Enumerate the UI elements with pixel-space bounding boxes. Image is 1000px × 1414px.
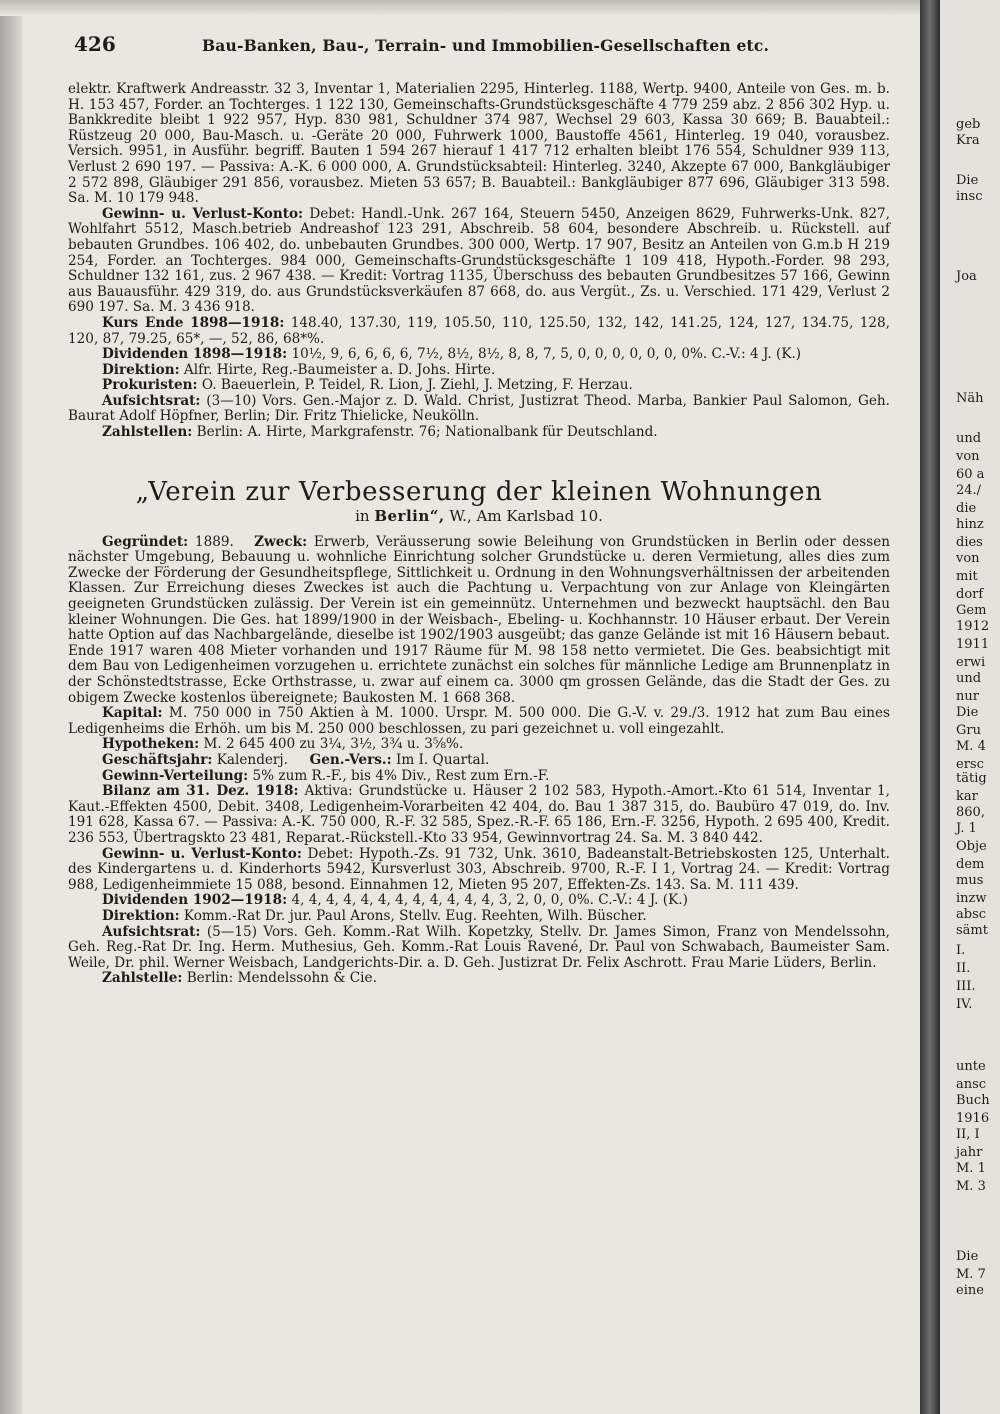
company-management [68, 909, 890, 925]
purpose-label: Zweck: [254, 533, 308, 550]
founding-and-purpose [68, 535, 890, 707]
company-supervisory-board-label: Aufsichtsrat: [102, 923, 201, 940]
supervisory-board [68, 394, 890, 425]
company-supervisory-board [68, 925, 890, 972]
adjacent-page-fragment: Die [956, 1249, 979, 1264]
adjacent-page-fragment: II. [956, 961, 971, 976]
adjacent-page-fragment: III. [956, 979, 976, 994]
capital [68, 706, 890, 737]
adjacent-page-fragment: inzw [956, 891, 987, 906]
previous-company-section [68, 82, 890, 441]
adjacent-page-fragment: tätig [956, 771, 987, 786]
purpose-text: Erwerb, Veräusserung sowie Beleihung von Grundstücken in Berlin oder dessen nächster Umgebung, Bebauung u. wohnliche Einrichtung solcher Grundstücke u. deren Vermietung, alles dies zum Zwecke der Förderung der Gesundheitspflege, Sittlichkeit u. Ordnung in den Wohnungsverhältnissen der arbeitenden Klassen. Zur Erreichung dieses Zweckes ist auch die Pachtung u. Verpachtung von zur Anlage von Kleingärten geeigneten Grundstücken zulässig. Der Verein ist ein gemeinnütz. Unternehmen und bezweckt hauptsächl. den Bau kleiner Wohnungen. Die Ges. hat 1899/1900 in der Weisbach-, Ebeling- u. Kochhannstr. 10 Häuser erbaut. Der Verein hatte Option auf das Nachbargelände, dieselbe ist 1902/1903 ausgeübt; das ganze Gelände ist mit 16 Häusern bebaut. Ende 1917 waren 408 Mieter vorhanden und 1917 Räume für M. 98 158 netto vermietet. Die Ges. beabsichtigt mit dem Bau von Ledigenheimen vorzugehen u. errichtete zunächst ein solches für männliche Ledige am Brunnenplatz in der Schönstedtstrasse, Ecke Orthstrasse, u. zwar auf einem ca. 3000 qm grossen Gelände, das die Stadt der Ges. zu obigem Zwecke kostenlos übereignete; Baukosten M. 1 668 368. [68, 533, 890, 706]
adjacent-page-fragment: dem [956, 857, 985, 872]
company-profit-loss-text: Debet: Hypoth.-Zs. 91 732, Unk. 3610, Badeanstalt-Betriebskosten 125, Unterhalt. des Kindergartens u. d. Kinderhorts 5942, Kursverlust 303, Abschreib. 9700, R.-F. I 1, Vortrag 24. — Kredit: Vortrag 988, Ledigenheimmiete 15 088, besond. Einnahmen 12, Mieten 95 207, Effekten-Zs. 143. Sa. M. 111 439. [68, 845, 890, 893]
adjacent-page-fragment: nur [956, 689, 979, 704]
paying-agents-label: Zahlstellen: [102, 424, 193, 441]
general-meeting-label: Gen.-Vers.: [309, 751, 392, 768]
adjacent-page-fragment: ansc [956, 1077, 987, 1092]
management-text: Alfr. Hirte, Reg.-Baumeister a. D. Johs. Hirte. [183, 361, 496, 378]
company-profit-loss-label: Gewinn- u. Verlust-Konto: [102, 845, 302, 862]
fiscal-year-and-meeting [68, 753, 890, 769]
authorized-officers [68, 378, 890, 394]
page-number: 426 [74, 32, 116, 56]
adjacent-page-fragment: M. 1 [956, 1161, 986, 1176]
price-label: Kurs Ende 1898—1918: [102, 314, 285, 331]
adjacent-page-fragment: M. 7 [956, 1267, 986, 1282]
profit-distribution-text: 5% zum R.-F., bis 4% Div., Rest zum Ern.-F. [252, 767, 550, 784]
subtitle-prefix: in [355, 506, 370, 525]
balance-sheet-text: Aktiva: Grundstücke u. Häuser 2 102 583, Hypoth.-Amort.-Kto 61 514, Inventar 1, Kaut.-Effekten 4500, Debit. 3408, Ledigenheim-Vorarbeiten 42 404, do. Bau 1 387 315, do. Baubüro 47 019, do. Inv. 191 628, Kassa 67. — Passiva: A.-K. 750 000, R.-F. 32 585, Spez.-R.-F. 65 186, Ern.-F. 3256, Hypoth. 2 695 400, Kredit. 236 553, Übertragskto 23 481, Reparat.-Rückstell.-Kto 33 954, Gewinnvortrag 24. Sa. M. 3 840 442. [68, 783, 890, 846]
adjacent-page-fragments [940, 0, 1000, 1414]
balance-continuation: elektr. Kraftwerk Andreasstr. 32 3, Inventar 1, Materialien 2295, Hinterleg. 1188, Wertp. 9400, Anteile von Ges. m. b. H. 153 457, Forder. an Tochterges. 1 122 130, Gemeinschafts-Grundstücksgeschäfte 4 779 259 abz. 2 856 302 Hyp. u. Bankkredite bleibt 1 922 957, Hyp. 830 981, Schuldner 374 987, Wechsel 29 603, Kassa 30 669; B. Bauabteil.: Rüstzeug 20 000, Bau-Masch. u. -Geräte 20 000, Fuhrwerk 1000, Baustoffe 4561, Hinterleg. 19 040, vorausbez. Versich. 9951, in Ausführ. begriff. Bauten 1 594 267 hierauf 1 417 712 erhalten bleibt 176 554, Schuldner 939 113, Verlust 2 690 197. — Passiva: A.-K. 6 000 000, A. Grundstücksabteil: Hinterleg. 3240, Akzepte 67 000, Bankgläubiger 2 572 898, Gläubiger 291 856, vorausbez. Mieten 53 657; B. Bauabteil.: Bankgläubiger 877 696, Gläubiger 313 598. Sa. M. 10 179 948. [68, 81, 890, 207]
adjacent-page-fragment: 24./ [956, 483, 982, 498]
profit-loss-label: Gewinn- u. Verlust-Konto: [102, 205, 304, 222]
adjacent-page-fragment: dies [956, 535, 983, 550]
adjacent-page-fragment: Kra [956, 133, 980, 148]
adjacent-page-fragment: J. 1 [956, 821, 977, 836]
capital-label: Kapital: [102, 705, 163, 722]
adjacent-page-fragment: Gem [956, 603, 987, 618]
mortgages-text: M. 2 645 400 zu 3¼, 3½, 3¾ u. 3⅝%. [203, 736, 464, 753]
mortgages-label: Hypotheken: [102, 736, 200, 753]
company-paying-agent-text: Berlin: Mendelssohn & Cie. [186, 970, 377, 987]
company-section [68, 535, 890, 987]
profit-loss-account [68, 207, 890, 316]
balance-sheet-label: Bilanz am 31. Dez. 1918: [102, 783, 299, 800]
company-management-label: Direktion: [102, 907, 180, 924]
subtitle-city: Berlin“, [374, 506, 445, 525]
adjacent-page-fragment: ersc [956, 757, 984, 772]
document-page [68, 30, 890, 987]
scan-shadow-top [0, 0, 1000, 16]
company-profit-loss-account [68, 847, 890, 894]
company-subtitle [68, 507, 890, 525]
scan-shadow-left [0, 0, 22, 1414]
dividend-label: Dividenden 1898—1918: [102, 346, 288, 363]
adjacent-page-fragment: Gru [956, 723, 981, 738]
mortgages [68, 737, 890, 753]
running-head: Bau-Banken, Bau-, Terrain- und Immobilien-Gesellschaften etc. [202, 36, 770, 55]
dividend-history [68, 347, 890, 363]
adjacent-page-fragment: 1912 [956, 619, 990, 634]
company-title: „Verein zur Verbesserung der kleinen Wohnungen [135, 476, 823, 507]
fiscal-year-label: Geschäftsjahr: [102, 751, 213, 768]
profit-loss-text: Debet: Handl.-Unk. 267 164, Steuern 5450, Anzeigen 8629, Fuhrwerks-Unk. 827, Wohlfahrt 5512, Masch.betrieb Andreashof 123 291, Abschreib. 58 604, besondere Abschreib. u. Rückstell. auf bebauten Grundbes. 106 402, do. unbebauten Grundbes. 300 000, Wertp. 17 907, Besitz an Anteilen von G.m.b H 219 254, Forder. an Tochterges. 984 000, Gemeinschafts-Grundstücksgeschäfte 1 109 418, Hypoth.-Forder. 98 293, Schuldner 132 161, zus. 2 967 438. — Kredit: Vortrag 1135, Überschuss des bebauten Grundbesitzes 57 166, Gewinn aus Bauausführ. 429 319, do. aus Grundstücksverkäufen 87 668, do. aus Vergüt., Zs. u. Verschied. 171 429, Verlust 2 690 197. Sa. M. 3 436 918. [68, 205, 890, 316]
paying-agents [68, 425, 890, 441]
profit-distribution [68, 769, 890, 785]
price-text: 148.40, 137.30, 119, 105.50, 110, 125.50, 132, 142, 141.25, 124, 127, 134.75, 128, 120, 87, 79.25, 65*, —, 52, 86, 68*%. [68, 314, 891, 347]
authorized-officers-label: Prokuristen: [102, 377, 198, 394]
adjacent-page-fragment: und [956, 671, 982, 686]
balance-sheet [68, 784, 890, 846]
adjacent-page-fragment: Die [956, 173, 979, 188]
adjacent-page-fragment: von [956, 449, 980, 464]
adjacent-page-fragment: 1911 [956, 637, 990, 652]
adjacent-page-fragment: eine [956, 1283, 984, 1298]
paying-agents-text: Berlin: A. Hirte, Markgrafenstr. 76; Nationalbank für Deutschland. [196, 424, 658, 441]
management-label: Direktion: [102, 361, 180, 378]
adjacent-page-fragment: mit [956, 569, 978, 584]
adjacent-page-fragment: sämt [956, 923, 988, 938]
adjacent-page-fragment: 60 a [956, 467, 985, 482]
company-paying-agent [68, 971, 890, 987]
company-dividends [68, 893, 890, 909]
adjacent-page-fragment: unte [956, 1059, 986, 1074]
adjacent-page-fragment: kar [956, 789, 978, 804]
adjacent-page-fragment: 1916 [956, 1111, 990, 1126]
adjacent-page-fragment: Buch [956, 1093, 990, 1108]
adjacent-page-fragment: absc [956, 907, 987, 922]
supervisory-board-text: (3—10) Vors. Gen.-Major z. D. Wald. Christ, Justizrat Theod. Marba, Bankier Paul Salomon, Geh. Baurat Adolf Höpfner, Berlin; Dir. Fritz Thielicke, Neukölln. [68, 392, 890, 425]
adjacent-page-fragment: Obje [956, 839, 987, 854]
general-meeting-text: Im I. Quartal. [395, 751, 490, 768]
adjacent-page-fragment: und [956, 431, 982, 446]
management [68, 363, 890, 379]
profit-distribution-label: Gewinn-Verteilung: [102, 767, 249, 784]
adjacent-page-fragment: I. [956, 943, 966, 958]
adjacent-page-fragment: dorf [956, 587, 984, 602]
company-paying-agent-label: Zahlstelle: [102, 970, 183, 987]
adjacent-page-fragment: M. 3 [956, 1179, 986, 1194]
price-history [68, 316, 890, 347]
adjacent-page-fragment: IV. [956, 997, 973, 1012]
adjacent-page-fragment: Joa [956, 269, 977, 284]
company-dividends-text: 4, 4, 4, 4, 4, 4, 4, 4, 4, 4, 4, 4, 3, 2, 0, 0, 0%. C.-V.: 4 J. (K.) [291, 892, 688, 909]
fiscal-year-text: Kalenderj. [216, 751, 288, 768]
adjacent-page-fragment: mus [956, 873, 984, 888]
page-gutter [920, 0, 940, 1414]
company-management-text: Komm.-Rat Dr. jur. Paul Arons, Stellv. Eug. Reehten, Wilh. Büscher. [183, 907, 647, 924]
adjacent-page-fragment: 860, [956, 805, 985, 820]
dividend-text: 10½, 9, 6, 6, 6, 6, 7½, 8½, 8½, 8, 8, 7, 5, 0, 0, 0, 0, 0, 0, 0%. C.-V.: 4 J. (K.) [291, 346, 802, 363]
adjacent-page-fragment: von [956, 551, 980, 566]
authorized-officers-text: O. Baeuerlein, P. Teidel, R. Lion, J. Ziehl, J. Metzing, F. Herzau. [201, 377, 633, 394]
adjacent-page-fragment: hinz [956, 517, 984, 532]
adjacent-page-fragment: Näh [956, 391, 984, 406]
company-supervisory-board-text: (5—15) Vors. Geh. Komm.-Rat Wilh. Kopetzky, Stellv. Dr. James Simon, Franz von Mendelssohn, Geh. Reg.-Rat Dr. Ing. Herm. Muthesius, Geh. Komm.-Rat Louis Ravené, Dr. Paul von Schwabach, Baumeister Sam. Weile, Dr. phil. Werner Weisbach, Landgerichts-Dir. a. D. Geh. Justizrat Dr. Felix Aschrott. Frau Marie Lüders, Berlin. [68, 923, 890, 971]
adjacent-page-fragment: M. 4 [956, 739, 986, 754]
adjacent-page-fragment: erwi [956, 655, 986, 670]
company-dividends-label: Dividenden 1902—1918: [102, 892, 288, 909]
adjacent-page-fragment: geb [956, 117, 981, 132]
page-header [68, 30, 890, 64]
founded-value: 1889. [194, 533, 234, 550]
founded-label: Gegründet: [102, 533, 189, 550]
adjacent-page-fragment: Die [956, 705, 979, 720]
adjacent-page-fragment: II, I [956, 1127, 980, 1142]
supervisory-board-label: Aufsichtsrat: [102, 392, 201, 409]
subtitle-address: W., Am Karlsbad 10. [449, 506, 603, 525]
adjacent-page-fragment: insc [956, 189, 983, 204]
adjacent-page-fragment: jahr [956, 1145, 983, 1160]
capital-text: M. 750 000 in 750 Aktien à M. 1000. Urspr. M. 500 000. Die G.-V. v. 29./3. 1912 hat zum Bau eines Ledigenheims die Erhöh. um bis M. 250 000 beschlossen, zu pari gezeichnet u. voll eingezahlt. [68, 705, 890, 737]
adjacent-page-fragment: die [956, 501, 977, 516]
